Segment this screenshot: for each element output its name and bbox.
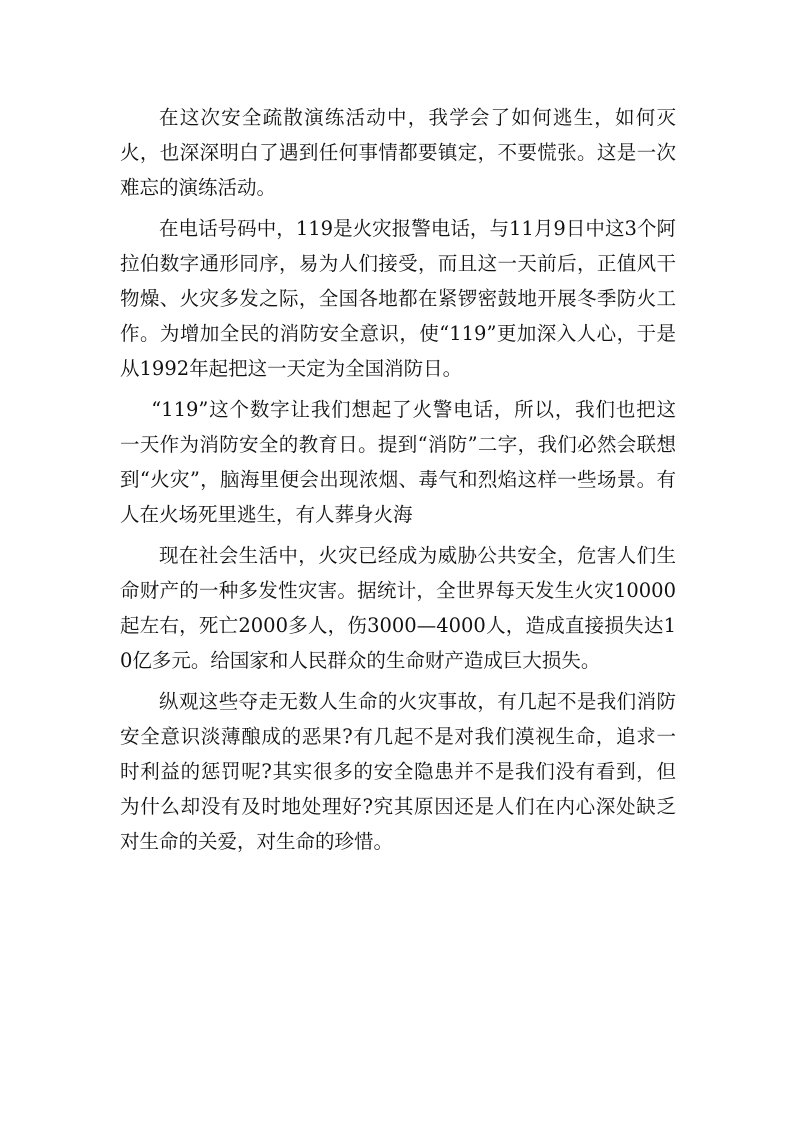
paragraph-safety-awareness: 纵观这些夺走无数人生命的火灾事故，有几起不是我们消防安全意识淡薄酿成的恶果?有几起不是对我们漠视生命，追求一时利益的惩罚呢?其实很多的安全隐患并不是我们没有看到，但为什么却没有及时地处理好?究其原因还是人们在内心深处缺乏对生命的关爱，对生命的珍惜。 [120, 690, 676, 853]
paragraph-drill-reflection: 在这次安全疏散演练活动中，我学会了如何逃生，如何灭火，也深深明白了遇到任何事情都要镇定，不要慌张。这是一次难忘的演练活动。 [120, 106, 676, 199]
paragraph-fire-day-origin: 在电话号码中，119是火灾报警电话，与11月9日中这3个阿拉伯数字通形同序，易为人们接受，而且这一天前后，正值风干物燥、火灾多发之际，全国各地都在紧锣密鼓地开展冬季防火工作。为增加全民的消防安全意识，使“119”更加深入人心，于是从1992年起把这一天定为全国消防日。 [120, 217, 676, 380]
document-body [120, 100, 676, 859]
paragraph-fire-education-day: “119”这个数字让我们想起了火警电话，所以，我们也把这一天作为消防安全的教育日。提到“消防”二字，我们必然会联想到“火灾”，脑海里便会出现浓烟、毒气和烈焰这样一些场景。有人在火场死里逃生，有人葬身火海 [120, 398, 676, 526]
paragraph-fire-statistics: 现在社会生活中，火灾已经成为威胁公共安全，危害人们生命财产的一种多发性灾害。据统计，全世界每天发生火灾10000起左右，死亡2000多人，伤3000—4000人，造成直接损失达10亿多元。给国家和人民群众的生命财产造成巨大损失。 [120, 544, 676, 672]
